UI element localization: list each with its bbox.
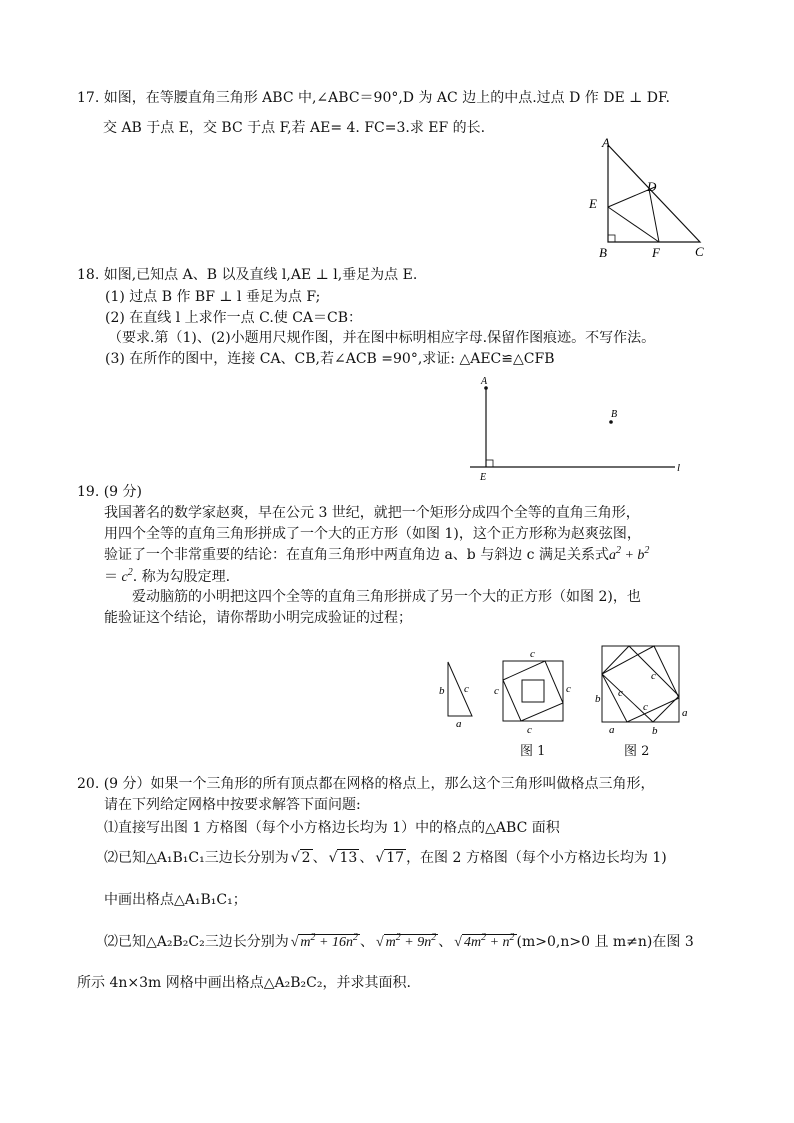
label-l: l [677,462,681,474]
fig2-caption: 图 2 [624,744,650,759]
formula-c2: $c^2$ [118,567,133,585]
fig2-label-b: b [595,693,601,705]
q18-line5: (3) 在所作的图中，连接 CA、CB,若∠ACB =90°,求证: △AEC≌△CFB [105,351,555,367]
label-A: A [602,135,610,150]
label-A: A [481,376,488,387]
sqrt-4m2-n2: √ $4m^2 + n^2$ [454,932,515,950]
q18-figure [465,372,695,482]
q18-line3: (2) 在直线 l 上求作一点 C.使 CA＝CB： [105,310,363,326]
q20-line5: 中画出格点△A₁B₁C₁； [104,892,247,908]
q20-line6-lead: ⑵已知△A₂B₂C₂三边长分别为 [104,934,289,950]
label-B: B [611,409,618,420]
label-D: D [647,179,657,194]
tri-label-a: a [456,718,462,730]
fig1-label-c-bottom: c [527,724,532,736]
sqrt-m2-9n2: √ $m^2 + 9n^2$ [375,932,437,950]
label-E: E [589,196,597,211]
sqrt-m2-16n2: √ $m^2 + 16n^2$ [290,932,358,950]
q19-line6: 爱动脑筋的小明把这四个全等的直角三角形拼成了另一个大的正方形（如图 2)，也 [132,589,641,605]
q19-line4 [104,546,649,565]
q19-line3: 用四个全等的直角三角形拼成了一个大的正方形（如图 1)，这个正方形称为赵爽弦图， [104,526,641,542]
q19-line5-text: . 称为勾股定理. [132,569,231,585]
sqrt-2: √ 2 [290,850,311,866]
fig1-caption: 图 1 [520,744,546,759]
formula-a2-b2: $a^2 + b^2$ [608,545,650,563]
q18-line4: （要求.第（1)、(2)小题用尺规作图，并在图中标明相应字母.保留作图痕迹。不写作法。 [108,330,656,346]
q17-figure [585,135,715,265]
q19-line5 [104,568,230,587]
q20-line2: 请在下列给定网格中按要求解答下面问题: [104,797,361,813]
label-B: B [599,245,607,260]
tri-label-c: c [464,683,469,695]
fig1-label-c-top: c [530,648,535,660]
fig2-label-c2: c [651,670,656,682]
q18-line2: (1) 过点 B 作 BF ⊥ l 垂足为点 F; [105,289,321,305]
q19-line4-text: 验证了一个非常重要的结论：在直角三角形中两直角边 a、b 与斜边 c 满足关系式 [104,547,609,563]
q17-line2: 交 AB 于点 E，交 BC 于点 F,若 AE= 4. FC=3.求 EF 的长. [103,120,486,136]
q20-line3: ⑴直接写出图 1 方格图（每个小方格边长均为 1）中的格点的△ABC 面积 [104,820,560,836]
q20-line4: ⑵已知△A₁B₁C₁三边长分别为 √ 2 、 √ 13 、 √ 17 ，在图 2 方格图（每个小方格边长均为 1) [104,850,667,866]
q17-line1: 17. 如图，在等腰直角三角形 ABC 中,∠ABC＝90°,D 为 AC 边上的中点.过点 D 作 DE ⊥ DF. [77,90,670,106]
q20-line6-tail: (m>0,n>0 且 m≠n)在图 3 [516,934,694,950]
label-F: F [652,245,660,260]
q19-eq-sign: ＝ [104,569,118,585]
fig2-label-c1: c [618,687,623,699]
q19-line2: 我国著名的数学家赵爽，早在公元 3 世纪，就把一个矩形分成四个全等的直角三角形， [104,505,640,521]
q19-line7: 能验证这个结论，请你帮助小明完成验证的过程； [104,610,412,626]
fig1-label-c-right: c [566,683,571,695]
sqrt-13: √ 13 [328,850,358,866]
q20-line6: ⑵已知△A₂B₂C₂三边长分别为 √ $m^2 + 16n^2$ 、 √ $m^2 + 9n^2$ 、 √ $4m^2 + n^2$ (m>0,n>0 且 m≠n)在图 3 [104,932,694,950]
fig2-label-c3: c [643,701,648,713]
fig2-label-b-bottom: b [652,725,658,737]
q20-line7: 所示 4n×3m 网格中画出格点△A₂B₂C₂，并求其面积. [77,975,411,991]
fig1-label-c-left: c [494,685,499,697]
tri-label-b: b [439,685,445,697]
q19-figures [435,640,705,740]
label-E: E [480,472,487,482]
q20-line4-lead: ⑵已知△A₁B₁C₁三边长分别为 [104,850,289,866]
q20-line1: 20. (9 分）如果一个三角形的所有顶点都在网格的格点上，那么这个三角形叫做格点三角形， [77,776,655,792]
label-C: C [695,244,704,259]
sqrt-17: √ 17 [375,850,405,866]
q19-line1: 19. (9 分) [77,484,142,500]
fig2-label-a-bottom: a [609,724,615,736]
fig2-label-a-right: a [682,707,688,719]
q20-line4-tail: ，在图 2 方格图（每个小方格边长均为 1) [406,850,667,866]
q18-line1: 18. 如图,已知点 A、B 以及直线 l,AE ⊥ l,垂足为点 E. [77,267,418,283]
